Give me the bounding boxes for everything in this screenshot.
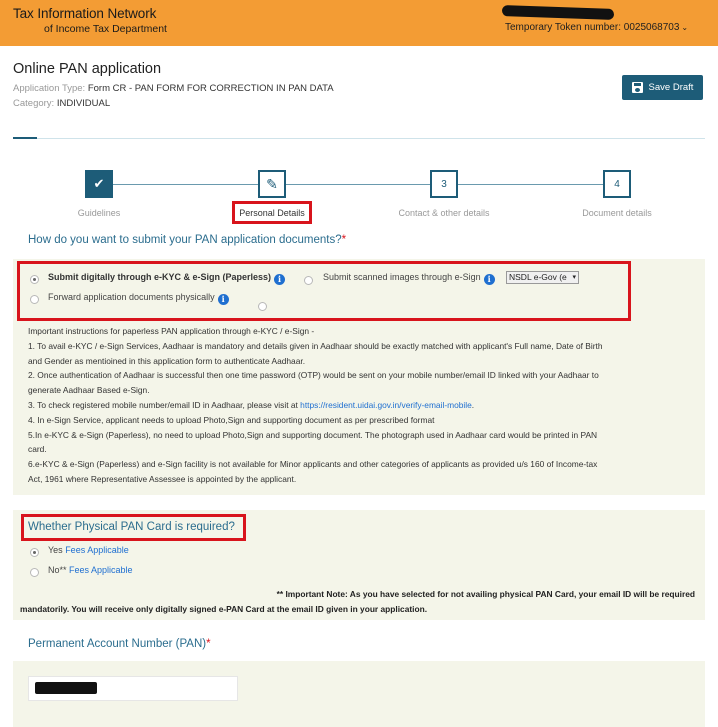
step-label-personal-details[interactable]: Personal Details <box>239 208 305 218</box>
dropdown-arrow-icon: ▾ <box>572 274 576 281</box>
instruction-line: Act, 1961 where Representative Assessee is appointed by the applicant. <box>28 473 297 484</box>
stepper-connector <box>458 184 603 185</box>
stepper-connector <box>286 184 430 185</box>
option-physical-label: Forward application documents physically <box>48 292 215 302</box>
floppy-disk-icon <box>632 82 643 93</box>
category <box>13 98 110 109</box>
highlight-box-submit-options <box>17 261 631 321</box>
radio-physical-yes[interactable] <box>30 548 39 557</box>
no-label: No** <box>48 565 70 575</box>
step-label-contact-details[interactable]: Contact & other details <box>398 208 490 218</box>
instruction-line: 6.e-KYC & e-Sign (Paperless) and e-Sign facility is not available for Minor applicants and other categories of applicants as provided u/s 160 of Income-tax <box>28 459 598 470</box>
pan-label-text: Permanent Account Number (PAN) <box>28 638 207 650</box>
save-draft-button[interactable] <box>622 75 703 100</box>
application-type-value: Form CR - PAN FORM FOR CORRECTION IN PAN DATA <box>87 83 334 94</box>
instruction-line: card. <box>28 444 47 455</box>
logo-title[interactable]: Tax Information Network <box>13 6 157 21</box>
option-physical-no[interactable] <box>48 565 133 575</box>
pan-label <box>28 638 211 650</box>
fees-applicable-link[interactable]: Fees Applicable <box>69 565 133 575</box>
instruction-line: 5.In e-KYC & e-Sign (Paperless), no need to upload Photo,Sign and supporting document. The photograph used in Aadhaar card would be printed in PAN <box>28 429 598 440</box>
logo-subtitle[interactable]: of Income Tax Department <box>44 23 167 35</box>
site-header <box>0 0 718 46</box>
step-personal-details-icon[interactable] <box>258 170 286 198</box>
step-number: 4 <box>614 178 620 190</box>
instruction-line: 4. In e-Sign Service, applicant needs to upload Photo,Sign and supporting document as per prescribed format <box>28 414 435 425</box>
submit-method-question-text: How do you want to submit your PAN application documents? <box>28 234 342 246</box>
option-scanned-label: Submit scanned images through e-Sign <box>323 272 481 282</box>
category-label: Category: <box>13 98 57 109</box>
application-type-label: Application Type: <box>13 83 88 94</box>
esign-provider-value: NSDL e-Gov (e <box>509 272 567 282</box>
fees-applicable-link[interactable]: Fees Applicable <box>65 545 129 555</box>
instruction-line: 2. Once authentication of Aadhaar is successful then one time password (OTP) would be sent on your mobile number/email ID linked with your Aadhaar to <box>28 370 599 381</box>
instructions-heading: Important instructions for paperless PAN application through e-KYC / e-Sign - <box>28 326 315 336</box>
step-label-document-details[interactable]: Document details <box>582 208 652 218</box>
option-ekyc-label: Submit digitally through e-KYC & e-Sign (Paperless) <box>48 272 272 282</box>
paperless-instructions <box>28 324 700 487</box>
option-physical-yes[interactable] <box>48 545 129 555</box>
physical-pan-question: Whether Physical PAN Card is required? <box>28 521 235 533</box>
token-dropdown[interactable] <box>505 22 688 33</box>
info-icon[interactable]: i <box>484 274 495 285</box>
title-divider <box>13 138 705 139</box>
application-type <box>13 83 334 94</box>
step-contact-details-icon[interactable] <box>430 170 458 198</box>
pencil-icon: ✎ <box>266 175 278 192</box>
yes-label: Yes <box>48 545 66 555</box>
save-draft-label: Save Draft <box>648 82 694 93</box>
page-title: Online PAN application <box>13 61 162 77</box>
step-guidelines-icon[interactable] <box>85 170 113 198</box>
instruction-line: and Gender as mentioined in this application form to authenticate Aadhaar. <box>28 355 306 366</box>
required-mark: * <box>341 234 347 246</box>
step-document-details-icon[interactable] <box>603 170 631 198</box>
instruction-line-with-link <box>28 398 700 413</box>
link-suffix: . <box>471 399 475 410</box>
info-icon[interactable]: i <box>218 294 229 305</box>
highlight-box-physical-pan <box>21 514 246 541</box>
chevron-down-icon: ⌄ <box>681 23 689 32</box>
step-label-guidelines[interactable]: Guidelines <box>77 208 121 218</box>
redacted-user-name <box>502 5 614 20</box>
step-number: 3 <box>441 178 447 190</box>
radio-physical-no[interactable] <box>30 568 39 577</box>
submit-method-question <box>28 234 346 246</box>
instruction-line: generate Aadhaar Based e-Sign. <box>28 385 150 396</box>
stepper-connector <box>113 184 258 185</box>
instruction-line: 1. To avail e-KYC / e-Sign Services, Aadhaar is mandatory and details given in Aadhaar should be exactly matched with applicant's Full name, Date of Birth <box>28 340 603 351</box>
instruction-line: 3. To check registered mobile number/email ID in Aadhaar, please visit at <box>28 399 301 410</box>
info-icon[interactable]: i <box>274 274 285 285</box>
redacted-pan-value <box>35 682 97 694</box>
highlight-box-personal-details <box>232 201 312 224</box>
uidai-verify-link[interactable]: https://resident.uidai.gov.in/verify-email-mobile <box>300 399 472 410</box>
token-label: Temporary Token number: 0025068703 <box>505 22 680 33</box>
important-note-line2: mandatorily. You will receive only digitally signed e-PAN Card at the email ID given in your application. <box>20 604 428 614</box>
important-note-line1: ** Important Note: As you have selected for not availing physical PAN Card, your email ID will be required <box>276 589 695 599</box>
checkmark-icon: ✔ <box>93 176 105 191</box>
category-value: INDIVIDUAL <box>56 98 111 109</box>
required-mark: * <box>206 638 211 650</box>
